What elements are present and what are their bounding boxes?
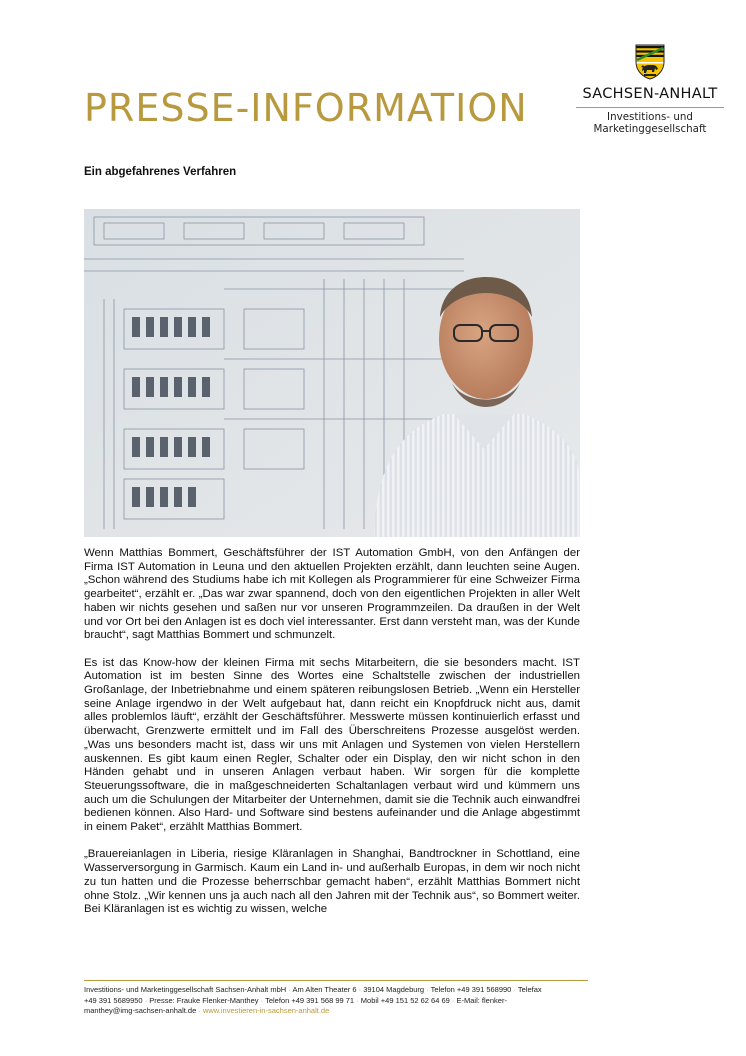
footer-mobile: Mobil +49 151 52 62 64 69 [360, 995, 450, 1005]
footer-press-phone: Telefon +49 391 568 99 71 [265, 995, 355, 1005]
coat-of-arms-icon [635, 44, 665, 80]
footer-line-1: Investitions- und Marketinggesellschaft Sachsen-Anhalt mbH · Am Alten Theater 6 · 39104 Magdeburg · Telefon +49 391 568990 · Telefax [84, 985, 542, 994]
logo-divider [576, 107, 724, 108]
article-body [84, 547, 580, 931]
footer [84, 985, 588, 1017]
footer-press-contact: Presse: Frauke Flenker-Manthey [149, 995, 259, 1005]
article-headline: Ein abgefahrenes Verfahren [84, 166, 237, 178]
article-paragraph: „Brauereianlagen in Liberia, riesige Kläranlagen in Shanghai, Bandtrockner in Schottland, eine Wasserversorgung in Garmisch. Kaum ein Land in- und außerhalb Europas, in dem wir noch nicht zu tun hatten und die Prozesse beherrschbar gemacht haben“, erzählt Matthias Bommert nicht ohne Stolz. „Wir kennen uns ja auch nach all den Jahren mit der Technik aus“, so Bommert weiter. Bei Kläranlagen ist es wichtig zu wissen, welche [84, 848, 580, 916]
footer-line-2: +49 391 5689950 · Presse: Frauke Flenker-Manthey · Telefon +49 391 568 99 71 · Mobil +49 151 52 62 64 69 · E-Mail: flenker- [84, 995, 507, 1005]
article-paragraph: Wenn Matthias Bommert, Geschäftsführer der IST Automation GmbH, von den Anfängen der Firma IST Automation in Leuna und den aktuellen Projekten erzählt, dann leuchten seine Augen. „Schon während des Studiums habe ich mit Kollegen als Programmierer für eine Schweizer Firma gearbeitet“, erzählt er. „Das war zwar spannend, doch von den eigentlichen Projekten in aller Welt haben wir nichts gesehen und saßen nur vor unseren Programmzeilen. Da draußen in der Welt und vor Ort bei den Anlagen ist es doch viel interessanter. Erst dann versteht man, was der Kunde braucht“, sagt Matthias Bommert und schmunzelt. [84, 547, 580, 642]
footer-website-link[interactable]: www.investieren-in-sachsen-anhalt.de [202, 1006, 330, 1016]
state-name: SACHSEN-ANHALT [582, 86, 718, 102]
org-name-line2: Marketinggesellschaft [593, 123, 707, 135]
footer-city: 39104 Magdeburg [363, 985, 425, 994]
page-title: PRESSE-INFORMATION [84, 86, 528, 130]
article-photo [84, 209, 580, 537]
article-paragraph: Es ist das Know-how der kleinen Firma mit sechs Mitarbeitern, die sie besonders macht. IST Automation ist im besten Sinne des Wortes eine Schaltstelle zwischen der industriellen Großanlage, der Inbetriebnahme und einem späteren reibungslosen Betrieb. „Wenn ein Hersteller seine Anlage irgendwo in der Welt aufgebaut hat, dann reicht ein Knopfdruck nicht aus, damit alles problemlos läuft“, erzählt der Geschäftsführer. Messwerte müssen kontinuierlich erfasst und überwacht, Grenzwerte ermittelt und im Fall des Überschreitens Prozesse ausgelöst werden. „Was uns besonders macht ist, dass wir uns mit Anlagen und Systemen von vielen Herstellern auskennen. Es gibt kaum einen Regler, Schalter oder ein Display, den wir nicht schon in den Händen gehabt und in unseren Anlagen verbaut haben. Wir sorgen für die komplette Steuerungssoftware, die in maßgeschneiderten Schaltanlagen verbaut wird und kümmern uns auch um die Schulungen der Mitarbeiter der Unternehmen, damit sie die Technik auch einwandfrei bedienen können. Also Hard- und Software sind bestens aufeinander und die Anlage abgestimmt in einem Paket“, erzählt Matthias Bommert. [84, 656, 580, 834]
footer-fax: +49 391 5689950 [84, 995, 143, 1005]
footer-line-3: manthey@img-sachsen-anhalt.de · www.investieren-in-sachsen-anhalt.de [84, 1006, 330, 1016]
logo [575, 44, 725, 135]
footer-email-label: E-Mail: flenker- [456, 995, 507, 1005]
footer-phone: Telefon +49 391 568990 [430, 985, 512, 994]
org-name-line1: Investitions- und [607, 111, 693, 123]
footer-address: Am Alten Theater 6 [292, 985, 357, 994]
footer-divider [84, 980, 588, 981]
footer-email[interactable]: manthey@img-sachsen-anhalt.de [84, 1006, 197, 1016]
footer-fax-label: Telefax [517, 985, 542, 994]
footer-company: Investitions- und Marketinggesellschaft Sachsen-Anhalt mbH [84, 985, 287, 994]
